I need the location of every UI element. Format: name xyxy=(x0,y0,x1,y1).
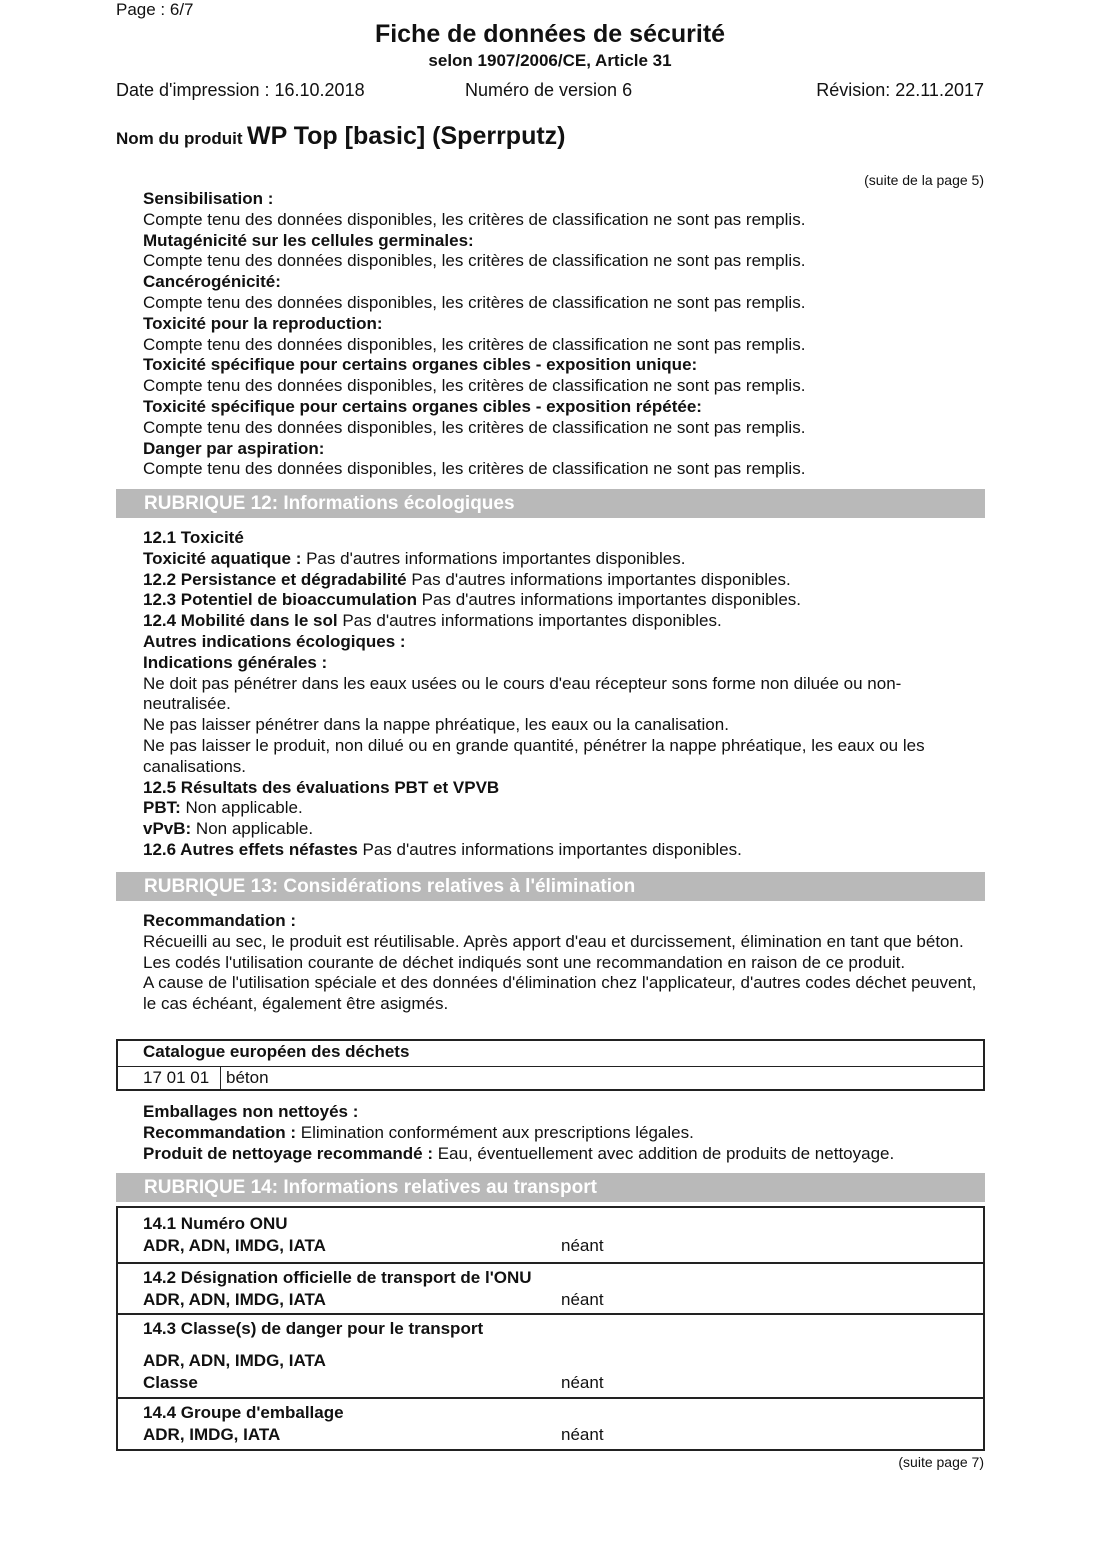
table-divider xyxy=(118,1397,983,1399)
document-title: Fiche de données de sécurité xyxy=(374,20,726,48)
recommendation-text-1: Récueilli au sec, le produit est réutilisable. Après apport d'eau et durcissement, élimination en tant que béton. xyxy=(143,931,964,951)
page-number: Page : 6/7 xyxy=(116,0,194,19)
waste-code: 17 01 01 xyxy=(143,1068,210,1087)
general-title: Indications générales : xyxy=(143,652,328,672)
persistence-label: 12.2 Persistance et dégradabilité xyxy=(143,569,407,589)
tox-text: Compte tenu des données disponibles, les critères de classification ne sont pas remplis. xyxy=(143,209,806,229)
soil-mobility xyxy=(143,611,985,632)
vpvb xyxy=(143,819,985,840)
section-13-header: RUBRIQUE 13: Considérations relatives à l'élimination xyxy=(116,872,985,901)
general-text-3: Ne pas laisser le produit, non dilué ou en grande quantité, pénétrer la nappe phréatique, les eaux ou les canalisations. xyxy=(143,735,925,776)
other-effects xyxy=(143,840,985,861)
tox-label: Sensibilisation : xyxy=(143,189,274,208)
table-divider xyxy=(118,1262,983,1264)
section-12-header: RUBRIQUE 12: Informations écologiques xyxy=(116,489,985,518)
pbt-text: Non applicable. xyxy=(180,798,303,818)
version-number: Numéro de version 6 xyxy=(465,80,633,100)
continued-from-note: (suite de la page 5) xyxy=(864,172,984,188)
product-label: Nom du produit xyxy=(116,129,243,148)
hazard-class-value: néant xyxy=(561,1373,604,1392)
packing-group-title: 14.4 Groupe d'emballage xyxy=(143,1403,344,1422)
bioaccumulation-label: 12.3 Potentiel de bioaccumulation xyxy=(143,590,417,610)
hazard-class-label: Classe xyxy=(143,1373,198,1392)
section-12-body xyxy=(143,528,985,861)
table-divider xyxy=(118,1313,983,1315)
tox-text: Compte tenu des données disponibles, les critères de classification ne sont pas remplis. xyxy=(143,376,806,396)
packing-group-value: néant xyxy=(561,1425,604,1444)
pbt-title: 12.5 Résultats des évaluations PBT et VPVB xyxy=(143,777,500,797)
section-14-header: RUBRIQUE 14: Informations relatives au transport xyxy=(116,1173,985,1202)
product-name: WP Top [basic] (Sperrputz) xyxy=(246,122,566,150)
tox-label: Toxicité spécifique pour certains organes cibles - exposition unique: xyxy=(143,355,698,375)
un-number-value: néant xyxy=(561,1236,604,1255)
packaging-recommendation xyxy=(143,1123,985,1144)
tox-label: Cancérogénicité: xyxy=(143,272,281,292)
bioaccumulation-text: Pas d'autres informations importantes disponibles. xyxy=(416,590,802,610)
tox-text: Compte tenu des données disponibles, les critères de classification ne sont pas remplis. xyxy=(143,334,806,354)
waste-catalogue-table xyxy=(116,1039,985,1091)
aquatic-label: Toxicité aquatique : xyxy=(143,548,302,568)
hazard-class-title: 14.3 Classe(s) de danger pour le transport xyxy=(143,1319,484,1338)
recommendation-title: Recommandation : xyxy=(143,911,297,930)
toxicology-list xyxy=(143,189,985,480)
general-text-1: Ne doit pas pénétrer dans les eaux usées ou le cours d'eau récepteur sons forme non diluée ou non-neutralisée. xyxy=(143,673,902,714)
tox-text: Compte tenu des données disponibles, les critères de classification ne sont pas remplis. xyxy=(143,292,806,312)
tox-label: Mutagénicité sur les cellules germinales: xyxy=(143,230,474,250)
other-eco-title: Autres indications écologiques : xyxy=(143,631,406,651)
other-effects-text: Pas d'autres informations importantes disponibles. xyxy=(357,839,742,859)
un-number-mode: ADR, ADN, IMDG, IATA xyxy=(143,1236,326,1255)
waste-description: béton xyxy=(226,1068,269,1087)
shipping-name-mode: ADR, ADN, IMDG, IATA xyxy=(143,1290,326,1309)
other-effects-label: 12.6 Autres effets néfastes xyxy=(143,839,358,859)
section-13-body xyxy=(143,911,985,1015)
cleaning-product xyxy=(143,1144,985,1165)
packaging-title: Emballages non nettoyés : xyxy=(143,1102,359,1121)
cleaning-label: Produit de nettoyage recommandé : xyxy=(143,1143,433,1163)
cleaning-text: Eau, éventuellement avec addition de produits de nettoyage. xyxy=(433,1143,895,1163)
table-column-divider xyxy=(220,1066,221,1089)
tox-label: Danger par aspiration: xyxy=(143,438,325,458)
vpvb-text: Non applicable. xyxy=(191,819,314,839)
pbt-label: PBT: xyxy=(143,798,181,818)
tox-text: Compte tenu des données disponibles, les critères de classification ne sont pas remplis. xyxy=(143,459,806,479)
hazard-class-mode: ADR, ADN, IMDG, IATA xyxy=(143,1351,326,1370)
tox-text: Compte tenu des données disponibles, les critères de classification ne sont pas remplis. xyxy=(143,251,806,271)
waste-catalogue-title: Catalogue européen des déchets xyxy=(143,1042,410,1061)
tox-text: Compte tenu des données disponibles, les critères de classification ne sont pas remplis. xyxy=(143,417,806,437)
revision-date: Révision: 22.11.2017 xyxy=(816,80,984,100)
packaging-body xyxy=(143,1102,985,1164)
pbt xyxy=(143,798,985,819)
aquatic-text: Pas d'autres informations importantes disponibles. xyxy=(301,548,686,568)
general-text-2: Ne pas laisser pénétrer dans la nappe phréatique, les eaux ou la canalisation. xyxy=(143,715,729,735)
packaging-rec-label: Recommandation : xyxy=(143,1122,297,1142)
document-subtitle: selon 1907/2006/CE, Article 31 xyxy=(428,51,672,70)
shipping-name-value: néant xyxy=(561,1290,604,1309)
persistence xyxy=(143,570,985,591)
toxicity-title: 12.1 Toxicité xyxy=(143,528,244,547)
persistence-text: Pas d'autres informations importantes disponibles. xyxy=(406,569,791,589)
soil-mobility-label: 12.4 Mobilité dans le sol xyxy=(143,611,338,631)
aquatic-toxicity xyxy=(143,549,985,570)
packing-group-mode: ADR, IMDG, IATA xyxy=(143,1425,281,1444)
tox-label: Toxicité spécifique pour certains organes cibles - exposition répétée: xyxy=(143,396,702,416)
un-number-title: 14.1 Numéro ONU xyxy=(143,1214,288,1233)
print-date: Date d'impression : 16.10.2018 xyxy=(116,80,365,100)
transport-table xyxy=(116,1206,985,1451)
bioaccumulation xyxy=(143,590,985,611)
packaging-rec-text: Elimination conformément aux prescriptions légales. xyxy=(296,1122,694,1142)
recommendation-text-2: Les codés l'utilisation courante de déchet indiqués sont une recommandation en raison de ce produit. xyxy=(143,952,906,972)
continued-to-note: (suite page 7) xyxy=(898,1454,984,1470)
soil-mobility-text: Pas d'autres informations importantes disponibles. xyxy=(337,611,722,631)
product-row xyxy=(116,122,566,151)
recommendation-text-3: A cause de l'utilisation spéciale et des données d'élimination chez l'applicateur, d'autres codes déchet peuvent, le cas échéant, également être asigmés. xyxy=(143,973,977,1014)
shipping-name-title: 14.2 Désignation officielle de transport de l'ONU xyxy=(143,1268,532,1287)
vpvb-label: vPvB: xyxy=(143,819,192,839)
table-divider xyxy=(118,1066,983,1067)
tox-label: Toxicité pour la reproduction: xyxy=(143,313,383,333)
